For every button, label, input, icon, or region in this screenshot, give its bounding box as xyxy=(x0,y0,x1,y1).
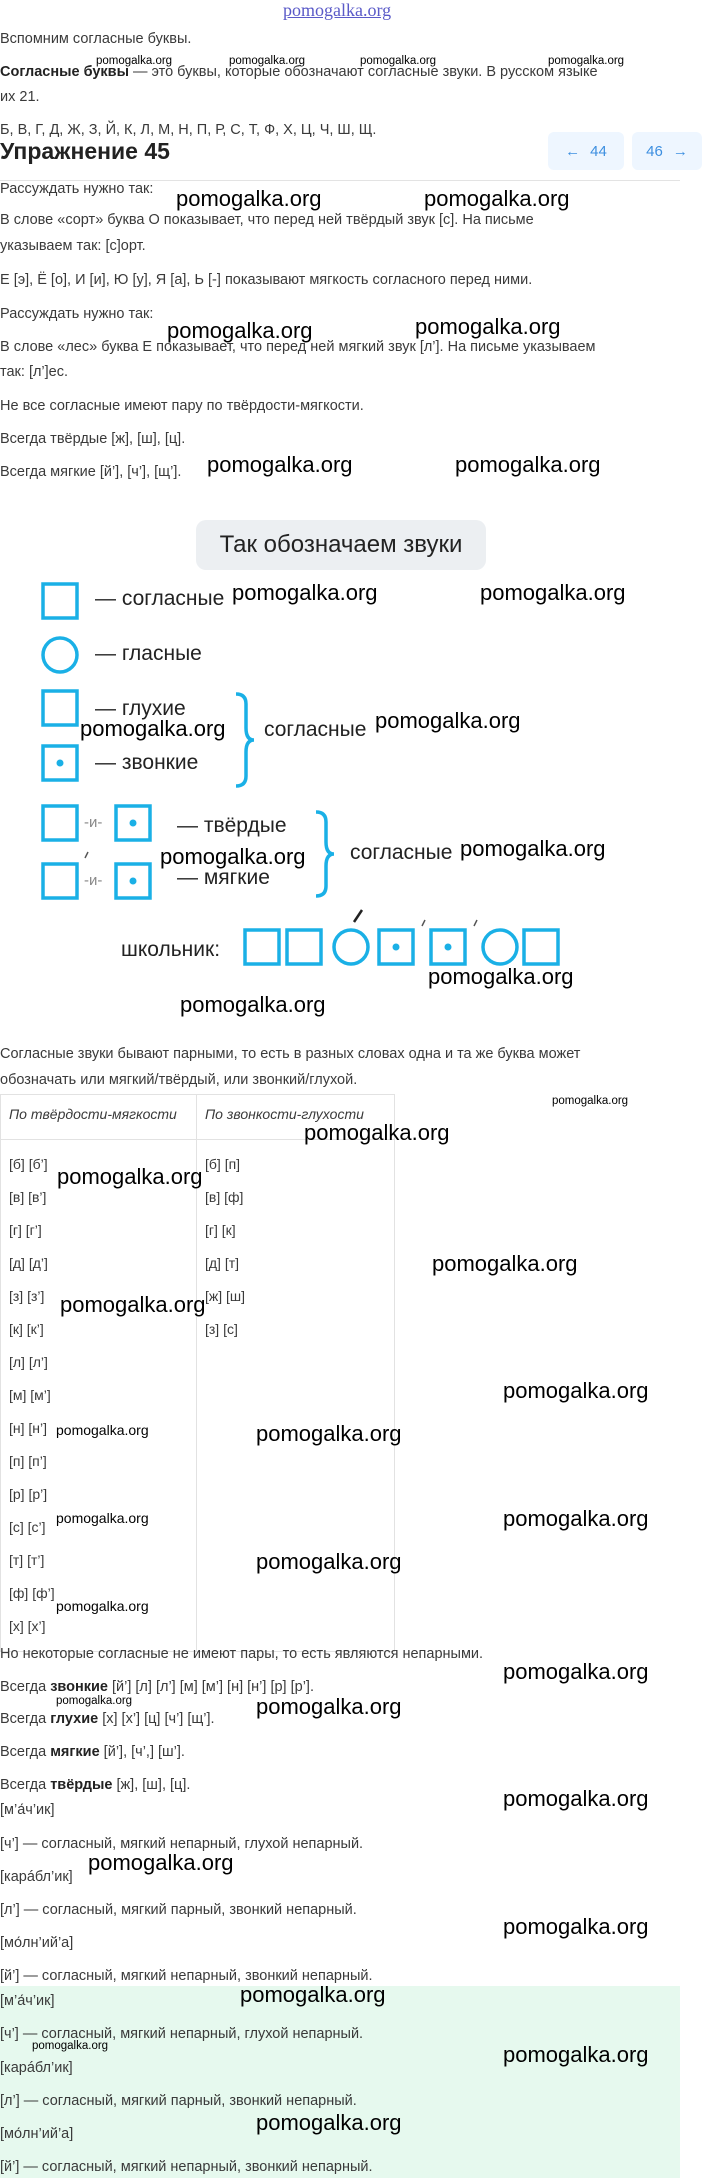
reason-text: Рассуждать нужно так: xyxy=(0,181,154,197)
watermark: pomogalka.org xyxy=(424,186,570,211)
hard-label: — твёрдые xyxy=(177,814,287,837)
watermark: pomogalka.org xyxy=(360,55,437,67)
always-soft-prefix: Всегда xyxy=(0,1744,51,1760)
table-cell: [г] [к] xyxy=(205,1222,236,1238)
watermark: pomogalka.org xyxy=(32,2040,109,2052)
watermark: pomogalka.org xyxy=(503,2042,649,2067)
soft-mark-icon xyxy=(422,920,425,926)
definition-term: Согласные буквы xyxy=(0,64,129,80)
soft-mark-icon xyxy=(85,852,88,858)
next-exercise-button[interactable] xyxy=(632,132,702,170)
always-soft xyxy=(0,1744,185,1760)
unpaired-intro: Но некоторые согласные не имеют пары, то есть являются непарными. xyxy=(0,1646,484,1662)
diagram-heading: Так обозначаем звуки xyxy=(196,520,486,570)
table-cell: [п] [п’] xyxy=(9,1453,47,1469)
watermark: pomogalka.org xyxy=(432,1251,578,1276)
table-cell: [м] [м’] xyxy=(9,1387,51,1403)
always-voiced xyxy=(0,1679,314,1695)
letters-list: Б, В, Г, Д, Ж, З, Й, К, Л, М, Н, П, Р, С, Т, Ф, Х, Ц, Ч, Ш, Щ. xyxy=(0,122,377,138)
watermark: pomogalka.org xyxy=(256,1549,402,1574)
table-cell: [к] [к’] xyxy=(9,1321,44,1337)
table-cell: [н] [н’] xyxy=(9,1420,48,1436)
arrow-right-icon: → xyxy=(672,142,688,160)
always-hard-text: Всегда твёрдые [ж], [ш], [ц]. xyxy=(0,431,186,447)
answer-line: [й’] — согласный, мягкий непарный, звонкий непарный. xyxy=(0,2159,373,2175)
table-cell: [т] [т’] xyxy=(9,1552,45,1568)
intro-line: Вспомним согласные буквы. xyxy=(0,31,192,47)
soft-mark-icon xyxy=(474,920,477,926)
watermark: pomogalka.org xyxy=(256,1421,402,1446)
prev-exercise-button[interactable] xyxy=(548,132,624,170)
table-header-hardness: По твёрдости-мягкости xyxy=(1,1095,197,1140)
watermark: pomogalka.org xyxy=(207,452,353,477)
table-cell: [в] [в’] xyxy=(9,1189,47,1205)
example-word-label: школьник: xyxy=(121,938,221,961)
always-voiced-list: [й’] [л] [л’] [м] [м’] [н] [н’] [р] [р’]. xyxy=(107,1679,314,1695)
prev-exercise-label: 44 xyxy=(590,142,607,160)
watermark: pomogalka.org xyxy=(428,964,574,989)
dot-icon xyxy=(57,760,64,767)
dot-icon xyxy=(445,944,452,951)
watermark: pomogalka.org xyxy=(503,1786,649,1811)
table-cell: [х] [х’] xyxy=(9,1618,46,1634)
not-all-text: Не все согласные имеют пару по твёрдости-мягкости. xyxy=(0,398,364,414)
table-cell: [г] [г’] xyxy=(9,1222,42,1238)
watermark: pomogalka.org xyxy=(88,1850,234,1875)
example-line: [карáбл’ик] xyxy=(0,1869,73,1885)
table-cell: [ж] [ш] xyxy=(205,1288,246,1304)
table-cell: [д] [т] xyxy=(205,1255,240,1271)
table-cell: [р] [р’] xyxy=(9,1486,48,1502)
next-exercise-label: 46 xyxy=(646,142,663,160)
stress-mark-icon xyxy=(354,910,362,922)
table-cell: [б] [б’] xyxy=(9,1156,48,1172)
watermark: pomogalka.org xyxy=(160,844,306,869)
answer-line: [л’] — согласный, мягкий парный, звонкий непарный. xyxy=(0,2093,357,2109)
word-circle-icon xyxy=(334,930,368,964)
watermark: pomogalka.org xyxy=(56,1695,133,1707)
watermark: pomogalka.org xyxy=(80,716,226,741)
watermark: pomogalka.org xyxy=(375,708,521,733)
brace-label-consonants: согласные xyxy=(264,718,367,741)
soft-square-icon xyxy=(43,864,77,898)
sort-line2: указываем так: [с]орт. xyxy=(0,238,146,254)
pairs-intro-1: Согласные звуки бывают парными, то есть в разных словах одна и та же буква может xyxy=(0,1046,581,1062)
example-line: [мо́лн’ий’а] xyxy=(0,1935,74,1951)
always-hard-prefix: Всегда xyxy=(0,1777,51,1793)
site-link[interactable]: pomogalka.org xyxy=(283,0,392,20)
watermark: pomogalka.org xyxy=(96,55,173,67)
example-line: [й’] — согласный, мягкий непарный, звонкий непарный. xyxy=(0,1968,373,1984)
answer-line: [мо́лн’ий’а] xyxy=(0,2126,74,2142)
watermark: pomogalka.org xyxy=(180,992,326,1017)
always-voiced-term: звонкие xyxy=(50,1679,108,1695)
always-voiceless xyxy=(0,1711,215,1727)
hardness-pairs-cell xyxy=(1,1140,197,1652)
watermark: pomogalka.org xyxy=(167,318,313,343)
les-line1: В слове «лес» буква Е показывает, что перед ней мягкий звук [л’]. На письме указываем xyxy=(0,339,596,355)
vowel-circle-icon xyxy=(43,638,77,672)
hard-square-icon xyxy=(43,806,77,840)
answer-line: [м’а́ч’ик] xyxy=(0,1993,55,2009)
table-cell: [д] [д’] xyxy=(9,1255,48,1271)
always-voiceless-prefix: Всегда xyxy=(0,1711,51,1727)
sound-legend-diagram xyxy=(0,570,680,990)
watermark: pomogalka.org xyxy=(232,580,378,605)
answer-block xyxy=(0,1986,680,2178)
answer-line: [карáбл’ик] xyxy=(0,2060,73,2076)
dot-icon xyxy=(130,820,137,827)
always-hard xyxy=(0,1777,190,1793)
always-soft-term: мягкие xyxy=(50,1744,100,1760)
les-line2: так: [л’]ес. xyxy=(0,364,69,380)
watermark: pomogalka.org xyxy=(503,1378,649,1403)
always-hard-list: [ж], [ш], [ц]. xyxy=(112,1777,191,1793)
answer-line: [ч’] — согласный, мягкий непарный, глухой непарный. xyxy=(0,2026,364,2042)
soft-vowels-text: Е [э], Ё [о], И [и], Ю [у], Я [а], Ь [-] показывают мягкость согласного перед ними. xyxy=(0,272,533,288)
definition-line2: их 21. xyxy=(0,89,40,105)
word-circle-icon xyxy=(483,930,517,964)
voiceless-label: — глухие xyxy=(95,697,186,720)
watermark: pomogalka.org xyxy=(415,314,561,339)
brace-icon xyxy=(236,694,254,786)
watermark: pomogalka.org xyxy=(240,1982,386,2007)
table-cell: [б] [п] xyxy=(205,1156,241,1172)
watermark: pomogalka.org xyxy=(304,1120,450,1145)
watermark: pomogalka.org xyxy=(57,1164,203,1189)
and-separator: -и- xyxy=(84,814,103,831)
soft-label: — мягкие xyxy=(177,866,270,889)
watermark: pomogalka.org xyxy=(503,1659,649,1684)
watermark: pomogalka.org xyxy=(60,1292,206,1317)
example-line: [м’а́ч’ик] xyxy=(0,1802,55,1818)
pairs-intro-2: обозначать или мягкий/твёрдый, или звонкий/глухой. xyxy=(0,1072,358,1088)
always-voiceless-list: [х] [х’] [ц] [ч’] [щ’]. xyxy=(98,1711,215,1727)
word-square-icon xyxy=(287,930,321,964)
always-soft-list: [й’], [ч’,] [ш’]. xyxy=(99,1744,185,1760)
watermark: pomogalka.org xyxy=(56,1510,149,1526)
watermark: pomogalka.org xyxy=(460,836,606,861)
dot-icon xyxy=(130,878,137,885)
always-soft-text: Всегда мягкие [й’], [ч’], [щ’]. xyxy=(0,464,182,480)
consonants-label: — согласные xyxy=(95,587,225,610)
and-separator: -и- xyxy=(84,872,103,889)
vowels-label: — гласные xyxy=(95,642,202,665)
table-cell: [з] [с] xyxy=(205,1321,238,1337)
word-square-icon xyxy=(524,930,558,964)
table-header-voicing: По звонкости-глухости xyxy=(197,1095,395,1140)
watermark: pomogalka.org xyxy=(503,1506,649,1531)
arrow-left-icon: ← xyxy=(565,142,581,160)
watermark: pomogalka.org xyxy=(548,55,625,67)
word-square-icon xyxy=(245,930,279,964)
watermark: pomogalka.org xyxy=(176,186,322,211)
brace-icon xyxy=(316,812,334,896)
table-cell: [л] [л’] xyxy=(9,1354,48,1370)
watermark: pomogalka.org xyxy=(56,1422,149,1438)
always-hard-term: твёрдые xyxy=(50,1777,113,1793)
watermark: pomogalka.org xyxy=(256,1694,402,1719)
table-cell: [з] [з’] xyxy=(9,1288,45,1304)
always-voiced-prefix: Всегда xyxy=(0,1679,51,1695)
watermark: pomogalka.org xyxy=(56,1598,149,1614)
watermark: pomogalka.org xyxy=(256,2110,402,2135)
voiceless-square-icon xyxy=(43,691,77,725)
example-line: [ч’] — согласный, мягкий непарный, глухой непарный. xyxy=(0,1836,364,1852)
watermark: pomogalka.org xyxy=(503,1914,649,1939)
reason-text-2: Рассуждать нужно так: xyxy=(0,306,154,322)
example-line: [л’] — согласный, мягкий парный, звонкий непарный. xyxy=(0,1902,357,1918)
definition-text: — это буквы, которые обозначают согласные звуки. В русском языке xyxy=(128,64,598,80)
watermark: pomogalka.org xyxy=(229,55,306,67)
table-cell: [ф] [ф’] xyxy=(9,1585,55,1601)
brace-label-consonants-2: согласные xyxy=(350,841,453,864)
always-voiceless-term: глухие xyxy=(50,1711,99,1727)
table-cell: [в] [ф] xyxy=(205,1189,244,1205)
page-title: Упражнение 45 xyxy=(0,138,170,164)
consonant-square-icon xyxy=(43,584,77,618)
watermark: pomogalka.org xyxy=(480,580,626,605)
voiced-label: — звонкие xyxy=(95,751,199,774)
watermark: pomogalka.org xyxy=(552,1095,629,1107)
sort-line1: В слове «сорт» буква О показывает, что перед ней твёрдый звук [с]. На письме xyxy=(0,212,534,228)
watermark: pomogalka.org xyxy=(455,452,601,477)
dot-icon xyxy=(393,944,400,951)
table-cell: [с] [с’] xyxy=(9,1519,46,1535)
